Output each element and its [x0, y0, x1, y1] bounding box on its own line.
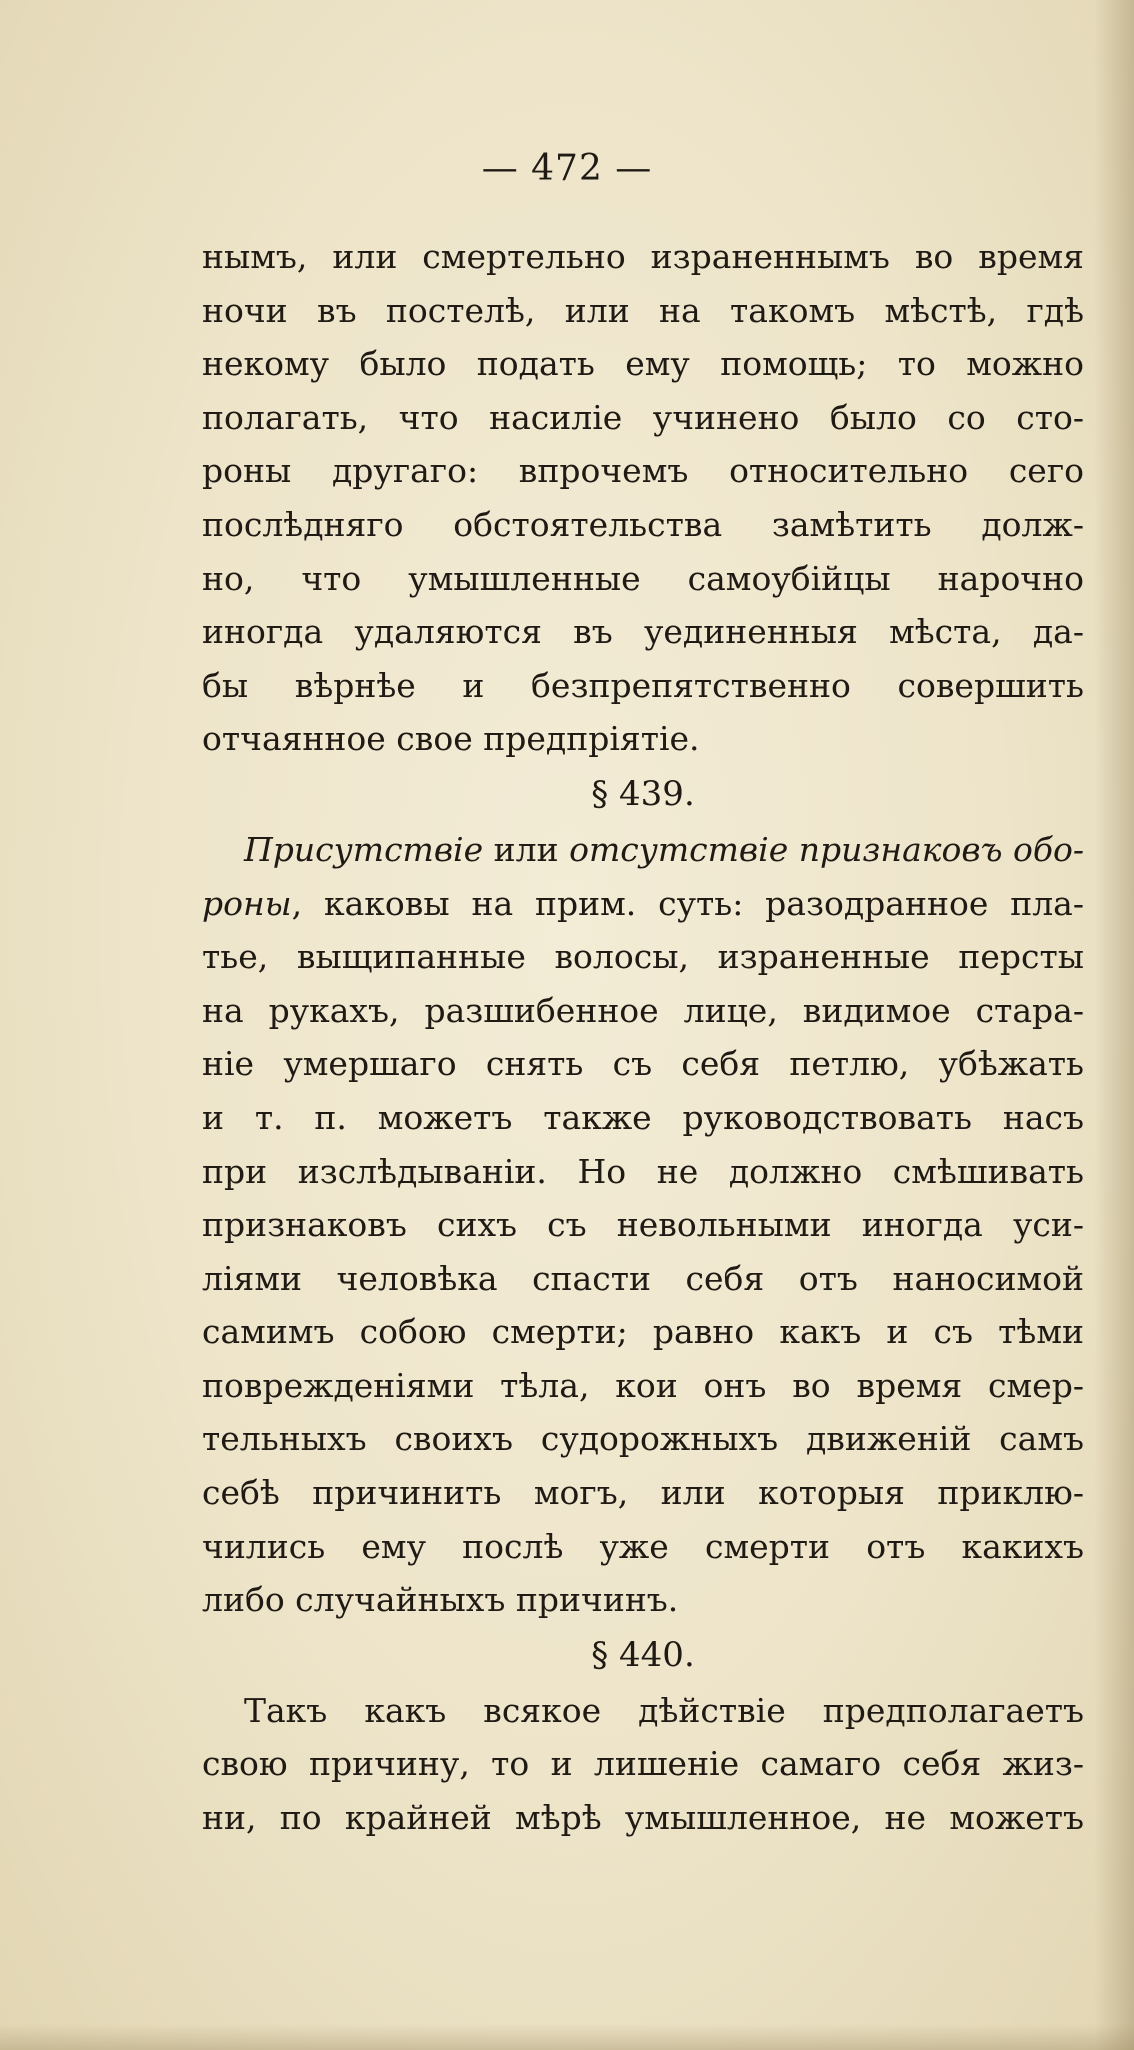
text-line: полагать, что насиліе учинено было со сто- [202, 397, 1084, 437]
text-fragment: , каковы на прим. суть: разодранное пла- [291, 883, 1084, 923]
text-line [202, 877, 1084, 931]
paragraph-1 [202, 230, 1084, 766]
text-line: самимъ собою смерти; равно какъ и съ тѣми [202, 1312, 1084, 1352]
text-line: себѣ причинить могъ, или которыя приклю- [202, 1473, 1084, 1513]
text-line: роны другаго: впрочемъ относительно сего [202, 451, 1084, 491]
text-fragment: или [483, 829, 570, 869]
text-line [202, 823, 1084, 877]
text-line: на рукахъ, разшибенное лице, видимое стара- [202, 990, 1084, 1030]
text-line: чились ему послѣ уже смерти отъ какихъ [202, 1526, 1084, 1566]
text-line: и т. п. можетъ также руководствовать насъ [202, 1097, 1084, 1137]
text-line: но, что умышленные самоубійцы нарочно [202, 558, 1084, 598]
text-line: признаковъ сихъ съ невольными иногда уси- [202, 1205, 1084, 1245]
text-line: иногда удаляются въ уединенныя мѣста, да- [202, 612, 1084, 652]
text-line: при изслѣдываніи. Но не должно смѣшивать [202, 1151, 1084, 1191]
text-line: поврежденіями тѣла, кои онъ во время смер- [202, 1365, 1084, 1405]
section-heading-440: § 440. [591, 1634, 695, 1675]
text-line: некому было подать ему помощь; то можно [202, 344, 1084, 384]
text-line: свою причину, то и лишеніе самаго себя жиз- [202, 1744, 1084, 1784]
text-line: ночи въ постелѣ, или на такомъ мѣстѣ, гдѣ [202, 290, 1084, 330]
text-line: послѣдняго обстоятельства замѣтить долж- [202, 504, 1084, 544]
text-line: ніе умершаго снять съ себя петлю, убѣжать [202, 1044, 1084, 1084]
page-number: — 472 — [481, 148, 653, 189]
italic-term: отсутствіе признаковъ обо- [569, 829, 1085, 869]
text-line: тельныхъ своихъ судорожныхъ движеній самъ [202, 1419, 1084, 1459]
paragraph-2 [202, 823, 1084, 1627]
page-body [202, 230, 1084, 1845]
paragraph-3 [202, 1684, 1084, 1845]
text-line: ліями человѣка спасти себя отъ наносимой [202, 1258, 1084, 1298]
text-line: нымъ, или смертельно израненнымъ во время [202, 237, 1084, 276]
section-heading-439: § 439. [591, 773, 695, 814]
italic-term: роны [202, 883, 292, 923]
text-line: отчаянное свое предпріятіе. [202, 719, 700, 759]
text-line: бы вѣрнѣе и безпрепятственно совершить [202, 665, 1084, 705]
italic-term: Присутствіе [244, 829, 484, 869]
text-line: ни, по крайней мѣрѣ умышленное, не можетъ [202, 1798, 1084, 1838]
text-line: Такъ какъ всякое дѣйствіе предполагаетъ [244, 1690, 1084, 1730]
text-line: тье, выщипанные волосы, израненные персты [202, 937, 1084, 977]
text-line: либо случайныхъ причинъ. [202, 1580, 679, 1620]
